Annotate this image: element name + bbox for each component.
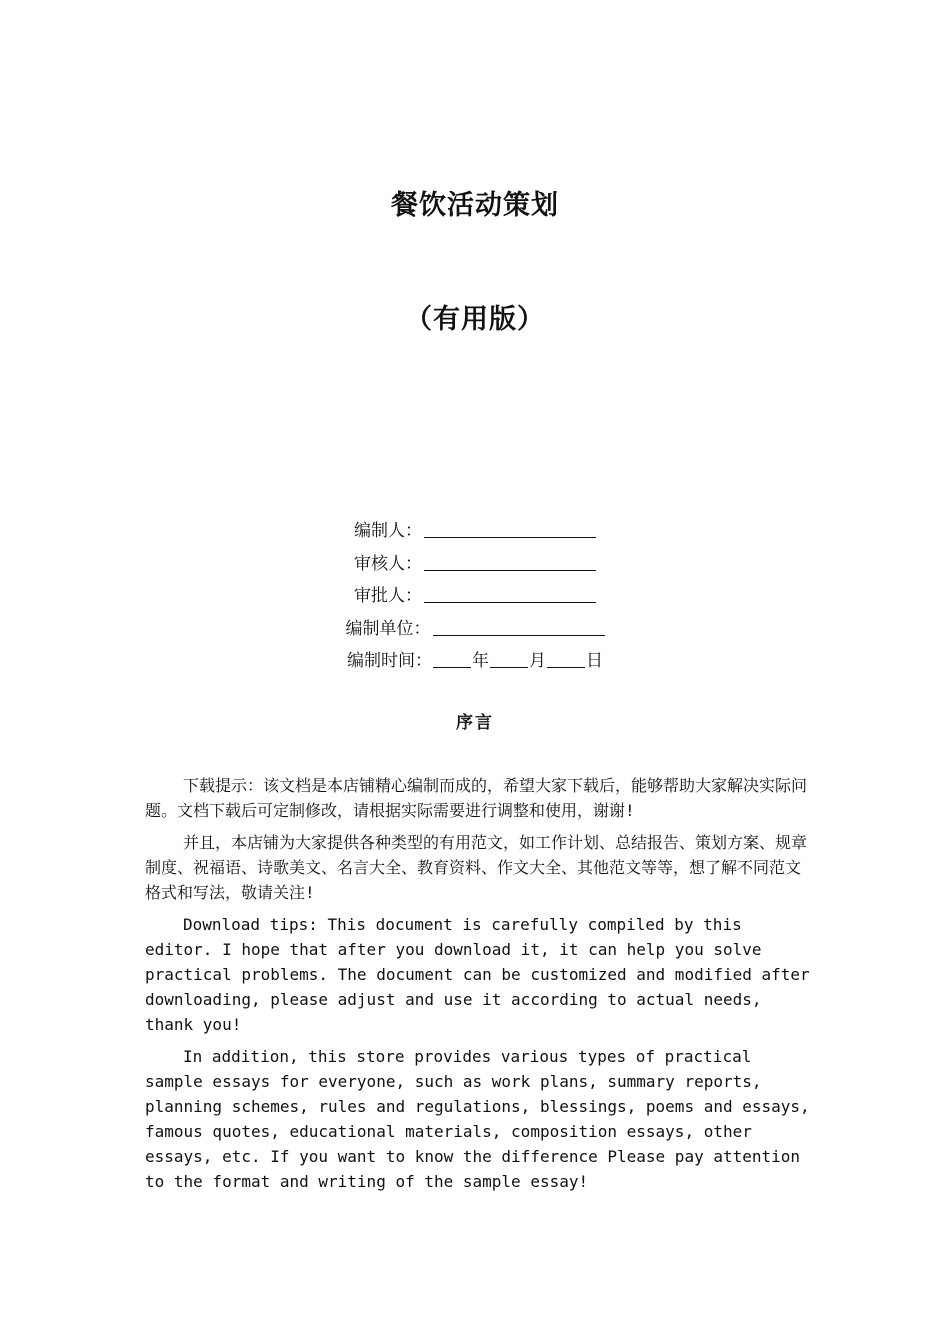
time-row: [0, 645, 950, 678]
download-tip-en: Download tips: This document is carefully compiled by this editor. I hope that after you download it, it can help you solve practical problems. The document can be customized and modified after downloading, please adjust and use it according to actual needs, thank you!: [145, 915, 810, 1034]
reviewer-blank: [424, 550, 596, 571]
time-label: 编制时间：: [347, 651, 432, 671]
unit-blank: [433, 615, 605, 636]
approver-blank: [424, 582, 596, 603]
store-note-en: In addition, this store provides various types of practical sample essays for everyone, such as work plans, summary reports, planning schemes, rules and regulations, blessings, poems and essays, famous quotes, educational materials, composition essays, other essays, etc. If you want to know the difference Please pay attention to the format and writing of the sample essay!: [145, 1047, 810, 1191]
meta-block: [0, 515, 950, 678]
compiler-label: 编制人：: [354, 521, 422, 541]
year-blank: [433, 647, 471, 668]
preface-heading: 序言: [456, 713, 494, 733]
reviewer-label: 审核人：: [354, 553, 422, 574]
day-label: 日: [586, 651, 603, 671]
year-label: 年: [472, 651, 489, 671]
day-blank: [547, 647, 585, 668]
reviewer-row: [0, 548, 950, 581]
store-note-cn: 并且，本店铺为大家提供各种类型的有用范文，如工作计划、总结报告、策划方案、规章制度、祝福语、诗歌美文、名言大全、教育资料、作文大全、其他范文等等，想了解不同范文格式和写法，敬请关注!: [145, 833, 808, 902]
unit-row: [0, 613, 950, 646]
download-tip-cn: 下载提示：该文档是本店铺精心编制而成的，希望大家下载后，能够帮助大家解决实际问题。文档下载后可定制修改，请根据实际需要进行调整和使用，谢谢!: [145, 776, 808, 820]
month-blank: [490, 647, 528, 668]
approver-label: 审批人：: [354, 586, 422, 606]
preface-body: [145, 773, 813, 1201]
approver-row: [0, 580, 950, 613]
compiler-row: [0, 515, 950, 548]
compiler-blank: [424, 517, 596, 538]
month-label: 月: [529, 651, 546, 671]
unit-label: 编制单位：: [345, 618, 431, 639]
document-subtitle: （有用版）: [405, 304, 545, 335]
document-title: 餐饮活动策划: [391, 190, 559, 221]
